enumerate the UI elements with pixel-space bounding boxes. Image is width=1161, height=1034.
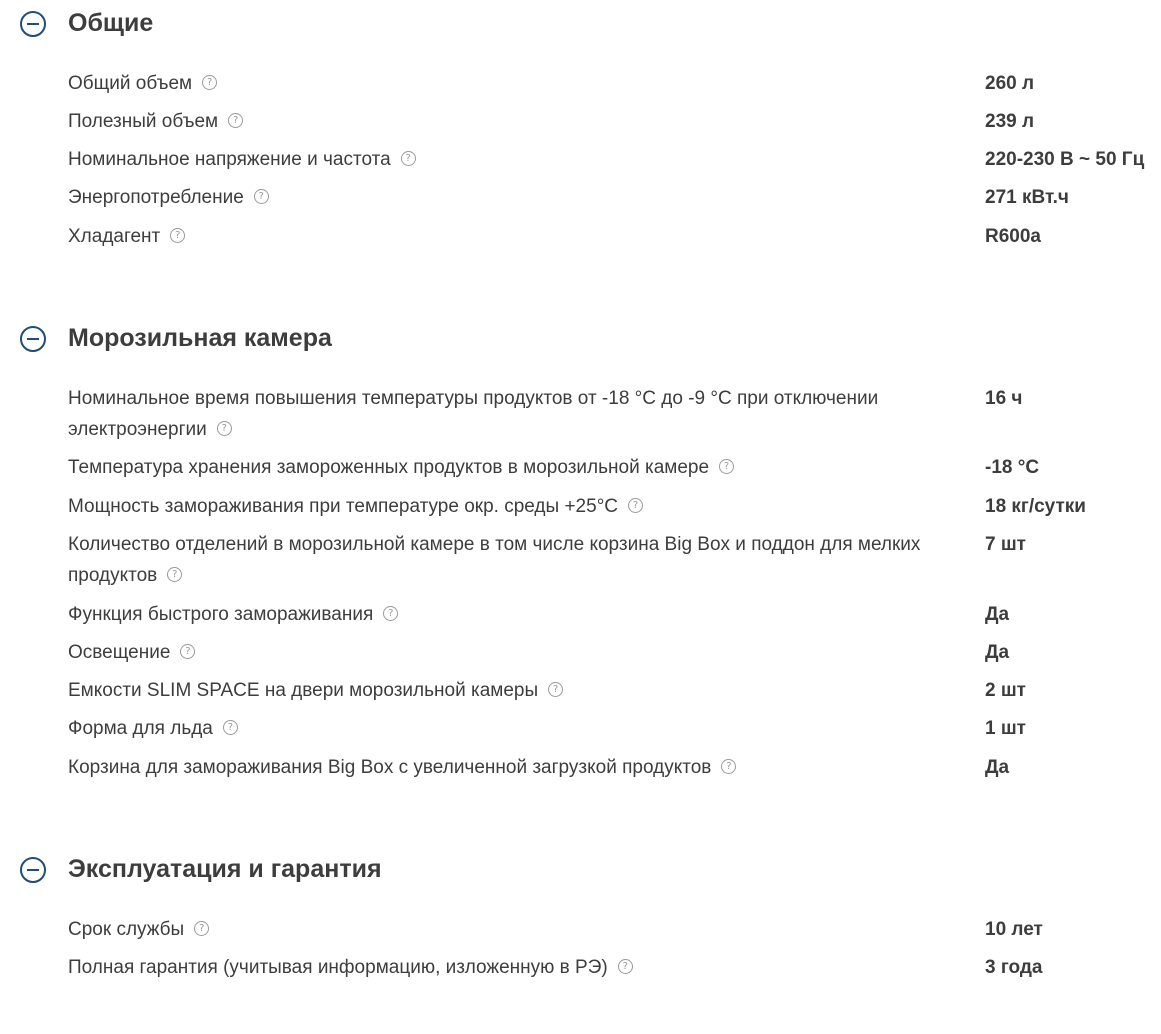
spec-label: Срок службы (68, 919, 185, 940)
spec-label-wrap (68, 144, 968, 175)
help-icon[interactable]: ? (202, 75, 217, 90)
spec-value: Да (985, 757, 1010, 778)
section-warranty (0, 846, 1161, 978)
spec-label: Энергопотребление (68, 187, 244, 208)
spec-label-wrap (68, 529, 968, 591)
help-icon[interactable]: ? (383, 606, 398, 621)
help-icon[interactable]: ? (228, 113, 243, 128)
help-icon[interactable]: ? (618, 959, 633, 974)
spec-label: Освещение (68, 642, 171, 663)
spec-value: -18 °С (985, 457, 1040, 478)
spec-label-wrap (68, 452, 968, 483)
spec-label: Номинальное время повышения температуры продуктов от -18 °С до -9 °С при отключении электроэнергии (68, 388, 879, 440)
spec-value: 260 л (985, 73, 1035, 94)
spec-label: Форма для льда (68, 718, 213, 739)
help-icon[interactable]: ? (721, 759, 736, 774)
spec-label: Температура хранения замороженных продуктов в морозильной камере (68, 457, 710, 478)
spec-label-wrap (68, 599, 968, 630)
help-icon[interactable]: ? (254, 189, 269, 204)
spec-label: Мощность замораживания при температуре окр. среды +25°С (68, 496, 619, 517)
help-icon[interactable]: ? (180, 644, 195, 659)
spec-label: Хладагент (68, 226, 161, 247)
spec-label: Номинальное напряжение и частота (68, 149, 391, 170)
spec-value: R600a (985, 226, 1041, 247)
spec-value: 18 кг/сутки (985, 496, 1086, 517)
section-title: Общие (68, 9, 154, 37)
spec-label-wrap (68, 713, 968, 744)
spec-label-wrap (68, 675, 968, 706)
help-icon[interactable]: ? (548, 682, 563, 697)
spec-value: 7 шт (985, 534, 1026, 555)
spec-label-wrap (68, 952, 968, 983)
spec-label: Корзина для замораживания Big Box с увеличенной загрузкой продуктов (68, 757, 712, 778)
spec-value: Да (985, 604, 1010, 625)
section-freezer (0, 315, 1161, 778)
section-general (0, 0, 1161, 247)
spec-value: 16 ч (985, 388, 1023, 409)
help-icon[interactable]: ? (167, 567, 182, 582)
spec-label: Функция быстрого замораживания (68, 604, 374, 625)
help-icon[interactable]: ? (217, 421, 232, 436)
spec-value: 3 года (985, 957, 1043, 978)
spec-label-wrap (68, 106, 968, 137)
spec-label-wrap (68, 221, 968, 252)
spec-label: Полезный объем (68, 111, 219, 132)
spec-label: Количество отделений в морозильной камере в том числе корзина Big Box и поддон для мелких продуктов (68, 534, 921, 586)
spec-label: Полная гарантия (учитывая информацию, изложенную в РЭ) (68, 957, 608, 978)
spec-label-wrap (68, 914, 968, 945)
spec-label-wrap (68, 637, 968, 668)
spec-label: Общий объем (68, 73, 193, 94)
section-title: Морозильная камера (68, 324, 332, 352)
spec-value: 239 л (985, 111, 1035, 132)
section-title: Эксплуатация и гарантия (68, 855, 382, 883)
spec-label-wrap (68, 68, 968, 99)
spec-value: 220-230 В ~ 50 Гц (985, 149, 1145, 170)
help-icon[interactable]: ? (628, 498, 643, 513)
spec-label: Емкости SLIM SPACE на двери морозильной камеры (68, 680, 539, 701)
spec-value: Да (985, 642, 1010, 663)
spec-label-wrap (68, 491, 968, 522)
help-icon[interactable]: ? (194, 921, 209, 936)
spec-value: 2 шт (985, 680, 1026, 701)
help-icon[interactable]: ? (401, 151, 416, 166)
section-header[interactable] (0, 0, 1161, 40)
spec-label-wrap (68, 182, 968, 213)
spec-label-wrap (68, 383, 968, 445)
spec-label-wrap (68, 752, 968, 783)
spec-value: 271 кВт.ч (985, 187, 1069, 208)
spec-value: 10 лет (985, 919, 1043, 940)
section-header[interactable] (0, 846, 1161, 886)
collapse-minus-icon[interactable] (20, 326, 46, 352)
help-icon[interactable]: ? (719, 459, 734, 474)
collapse-minus-icon[interactable] (20, 11, 46, 37)
collapse-minus-icon[interactable] (20, 857, 46, 883)
spec-value: 1 шт (985, 718, 1026, 739)
section-header[interactable] (0, 315, 1161, 355)
help-icon[interactable]: ? (170, 228, 185, 243)
help-icon[interactable]: ? (223, 720, 238, 735)
